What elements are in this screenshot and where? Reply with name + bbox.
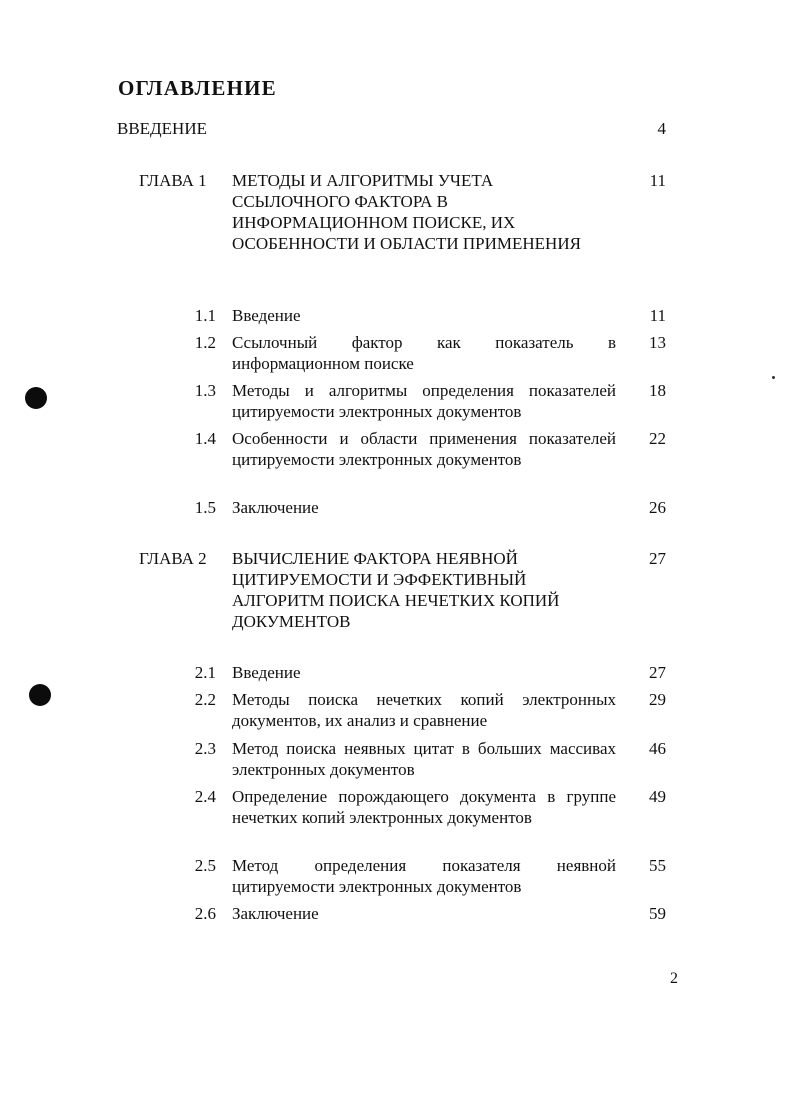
- section-page: 49: [649, 787, 666, 806]
- section-number: 1.3: [194, 381, 216, 400]
- section-title: Методы поиска нечетких копий электронных документов, их анализ и сравнение: [232, 690, 616, 730]
- chapter-1-label: ГЛАВА 1: [139, 171, 207, 190]
- section-page: 26: [649, 498, 666, 517]
- section-title: Заключение: [232, 904, 319, 923]
- chapter-2-label: ГЛАВА 2: [139, 549, 207, 568]
- section-page: 27: [649, 663, 666, 682]
- section-number: 2.3: [194, 739, 216, 758]
- toc-intro-page: 4: [657, 119, 666, 138]
- section-number: 2.6: [194, 904, 216, 923]
- section-number: 2.2: [194, 690, 216, 709]
- section-page: 22: [649, 429, 666, 448]
- section-title: Определение порождающего документа в группе нечетких копий электронных документов: [232, 787, 616, 827]
- section-number: 2.5: [194, 856, 216, 875]
- page-number: 2: [670, 970, 678, 987]
- section-number: 1.2: [194, 333, 216, 352]
- section-page: 29: [649, 690, 666, 709]
- scan-speck: [772, 376, 775, 379]
- chapter-2-page: 27: [649, 549, 666, 568]
- section-page: 13: [649, 333, 666, 352]
- toc-intro-label: ВВЕДЕНИЕ: [117, 119, 207, 138]
- section-page: 11: [649, 306, 666, 325]
- section-title: Введение: [232, 663, 301, 682]
- punch-hole-mark: [25, 387, 47, 409]
- section-page: 18: [649, 381, 666, 400]
- chapter-1-title: МЕТОДЫ И АЛГОРИТМЫ УЧЕТА ССЫЛОЧНОГО ФАКТОРА В ИНФОРМАЦИОННОМ ПОИСКЕ, ИХ ОСОБЕННОСТИ И ОБЛАСТИ ПРИМЕНЕНИЯ: [232, 171, 581, 253]
- section-title: Метод определения показателя неявной цитируемости электронных документов: [232, 856, 616, 896]
- section-page: 59: [649, 904, 666, 923]
- section-number: 2.4: [194, 787, 216, 806]
- section-number: 1.4: [194, 429, 216, 448]
- chapter-1-page: 11: [649, 171, 666, 190]
- section-number: 1.5: [194, 498, 216, 517]
- section-title: Особенности и области применения показателей цитируемости электронных документов: [232, 429, 616, 469]
- page-title: ОГЛАВЛЕНИЕ: [118, 76, 277, 100]
- section-number: 2.1: [194, 663, 216, 682]
- punch-hole-mark: [29, 684, 51, 706]
- section-title: Введение: [232, 306, 301, 325]
- section-title: Метод поиска неявных цитат в больших массивах электронных документов: [232, 739, 616, 779]
- chapter-2-title: ВЫЧИСЛЕНИЕ ФАКТОРА НЕЯВНОЙ ЦИТИРУЕМОСТИ И ЭФФЕКТИВНЫЙ АЛГОРИТМ ПОИСКА НЕЧЕТКИХ КОПИЙ ДОКУМЕНТОВ: [232, 549, 560, 631]
- section-title: Заключение: [232, 498, 319, 517]
- section-page: 55: [649, 856, 666, 875]
- section-page: 46: [649, 739, 666, 758]
- section-title: Ссылочный фактор как показатель в информационном поиске: [232, 333, 616, 373]
- section-number: 1.1: [194, 306, 216, 325]
- section-title: Методы и алгоритмы определения показателей цитируемости электронных документов: [232, 381, 616, 421]
